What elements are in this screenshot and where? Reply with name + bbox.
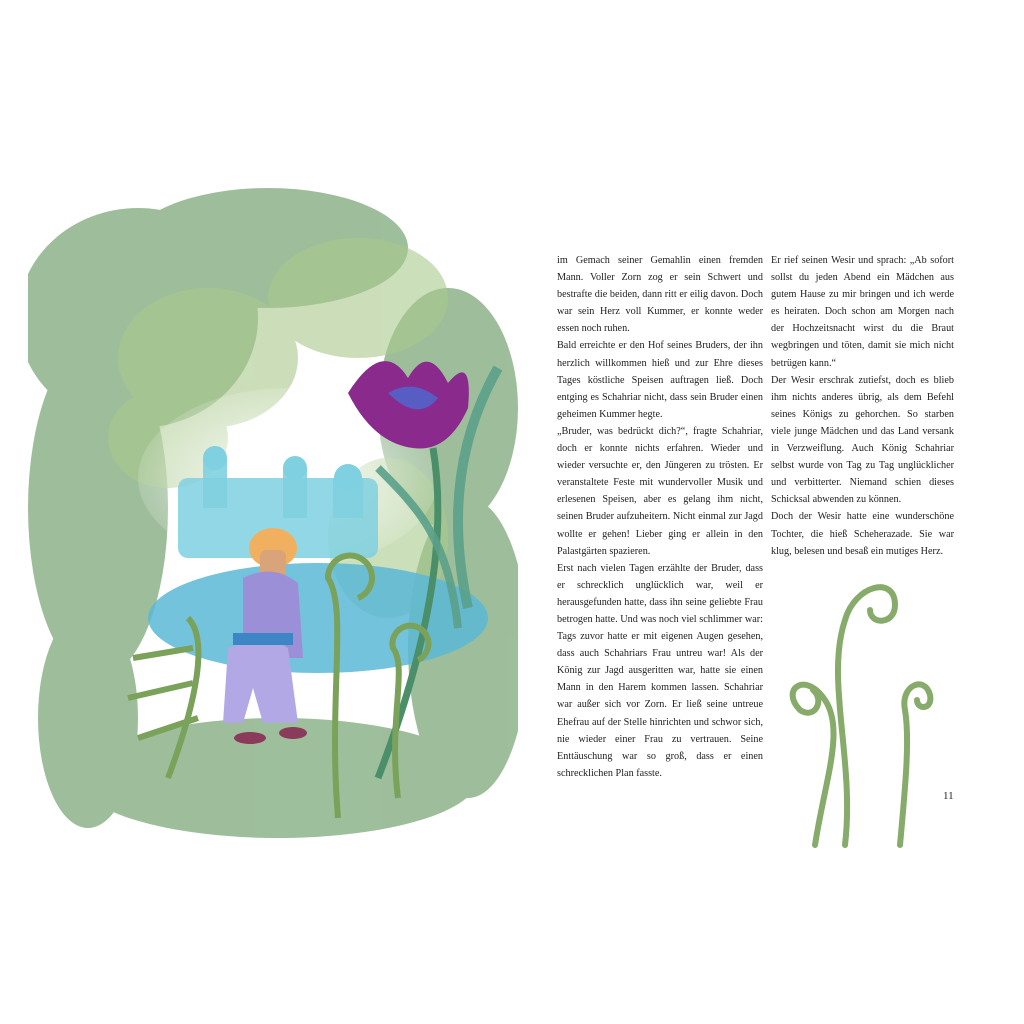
fern-decoration-art xyxy=(785,560,945,850)
garden-illustration-art xyxy=(28,178,518,844)
fern-frond xyxy=(838,587,895,845)
garden-illustration xyxy=(28,178,518,844)
text-column-right xyxy=(771,252,954,560)
fern-frond xyxy=(793,685,834,845)
fern-frond xyxy=(900,684,930,845)
paragraph: im Gemach seiner Gemahlin einen fremden Mann. Voller Zorn zog er sein Schwert und bestrafte die beiden, dann ritt er eilig davon. Doch war sein Herz voll Kummer, er konnte weder essen noch ruhen. xyxy=(557,255,763,335)
fern-decoration xyxy=(785,560,945,850)
page-number: 11 xyxy=(943,790,954,802)
paragraph: Doch der Wesir hatte eine wunderschöne Tochter, die hieß Scheherazade. Sie war klug, belesen und besaß ein mutiges Herz. xyxy=(771,511,954,557)
paragraph: Bald erreichte er den Hof seines Bruders, der ihn herzlich willkommen hieß und zur Ehre dieses Tages köstliche Speisen auftragen ließ. Doch entging es Schahriar nicht, dass sein Bruder einen geheimen Kummer hegte. xyxy=(557,340,763,420)
paragraph: Erst nach vielen Tagen erzählte der Bruder, dass er schrecklich unglücklich war, weil er herausgefunden hatte, dass ihn seine geliebte Frau betrogen hatte. Und was noch viel schlimmer war: Tags zuvor hatte er mit eigenen Augen gesehen, dass auch Schahriars Frau untreu war! Als der König zur Jagd ausgeritten war, hatte sie einen Mann in den Harem kommen lassen. Schahriar war außer sich vor Zorn. Er ließ seine untreue Ehefrau auf der Stelle hinrichten und schwor sich, nie wieder einer Frau zu vertrauen. Seine Enttäuschung war so groß, dass er einen schrecklichen Plan fasste. xyxy=(557,562,763,779)
paragraph: Der Wesir erschrak zutiefst, doch es blieb ihm nichts anderes übrig, als dem Befehl seines Königs zu gehorchen. So starben viele junge Mädchen und das Land versank in Verzweiflung. Auch König Schahriar selbst wurde von Tag zu Tag unglücklicher und verbitterter. Niemand schien dieses Schicksal abwenden zu können. xyxy=(771,374,954,506)
paragraph: Er rief seinen Wesir und sprach: „Ab sofort sollst du jeden Abend ein Mädchen aus gutem Hause zu mir bringen und ich werde es heiraten. Doch schon am Morgen nach der Hochzeitsnacht wirst du die Braut wegbringen und töten, damit sie mich nicht betrügen kann.“ xyxy=(771,255,954,369)
text-column-left xyxy=(557,252,763,782)
paragraph: „Bruder, was bedrückt dich?“, fragte Schahriar, doch er konnte nichts erfahren. Wieder und wieder versuchte er, den Jüngeren zu trösten. Er veranstaltete Feste mit wundervoller Musik und erlesenen Speisen, aber es gelang ihm nicht, seinen Bruder aufzuheitern. Nicht einmal zur Jagd wollte er gehen! Lieber ging er allein in den Palastgärten spazieren. xyxy=(557,425,763,557)
